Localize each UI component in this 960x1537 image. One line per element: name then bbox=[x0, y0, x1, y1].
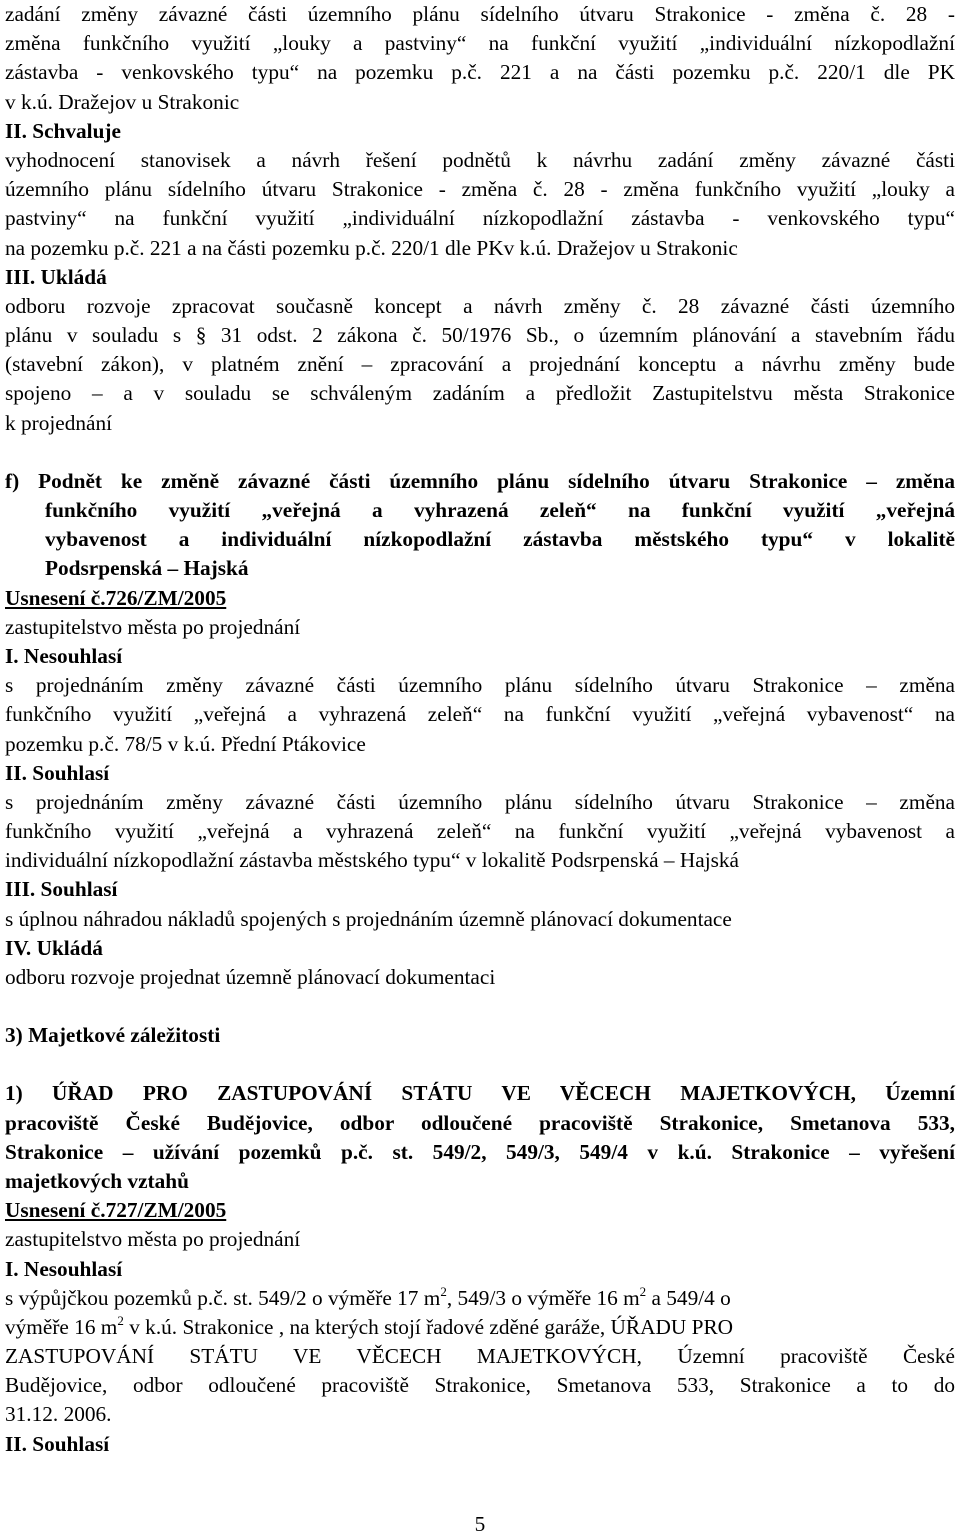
text-line: s projednáním změny závazné části územního plánu sídelního útvaru Strakonice – změna bbox=[5, 789, 955, 814]
text-line: odboru rozvoje zpracovat současně koncept a návrh změny č. 28 závazné části územního bbox=[5, 293, 955, 318]
chapter-heading: 3) Majetkové záležitosti bbox=[5, 1023, 221, 1048]
text-line bbox=[5, 1313, 955, 1342]
section-heading: I. Nesouhlasí bbox=[5, 1256, 123, 1281]
resolution-number: Usnesení č.727/ZM/2005 bbox=[5, 1198, 227, 1223]
text-fragment: výměře 16 m bbox=[5, 1314, 118, 1339]
agenda-item-title: vybavenost a individuální nízkopodlažní zástavba městského typu“ v lokalitě bbox=[45, 527, 955, 552]
text-line: územního plánu sídelního útvaru Strakonice - změna č. 28 - změna funkčního využití „louky a bbox=[5, 177, 955, 202]
agenda-item-title: f) Podnět ke změně závazné části územního plánu sídelního útvaru Strakonice – změna bbox=[5, 468, 955, 493]
agenda-item-title: 1) ÚŘAD PRO ZASTUPOVÁNÍ STÁTU VE VĚCECH MAJETKOVÝCH, Územní bbox=[5, 1081, 955, 1106]
agenda-item-title: Podsrpenská – Hajská bbox=[45, 556, 249, 581]
section-heading: II. Schvaluje bbox=[5, 118, 121, 143]
document-page bbox=[5, 0, 955, 1459]
text-line: spojeno – a v souladu se schváleným zadáním a předložit Zastupitelstvu města Strakonice bbox=[5, 381, 955, 406]
section-heading: I. Nesouhlasí bbox=[5, 643, 123, 668]
agenda-item-title: pracoviště České Budějovice, odbor odloučené pracoviště Strakonice, Smetanova 533, bbox=[5, 1110, 955, 1135]
text-line: změna funkčního využití „louky a pastviny“ na funkční využití „individuální nízkopodlažní bbox=[5, 31, 955, 56]
section-heading: III. Souhlasí bbox=[5, 877, 118, 902]
section-heading: II. Souhlasí bbox=[5, 760, 110, 785]
text-line: Budějovice, odbor odloučené pracoviště Strakonice, Smetanova 533, Strakonice a to do bbox=[5, 1373, 955, 1398]
superscript: 2 bbox=[440, 1283, 447, 1299]
text-line bbox=[5, 1284, 955, 1313]
text-fragment: s výpůjčkou pozemků p.č. st. 549/2 o výměře 17 m bbox=[5, 1285, 441, 1310]
resolution-number: Usnesení č.726/ZM/2005 bbox=[5, 585, 227, 610]
section-heading: IV. Ukládá bbox=[5, 935, 103, 960]
text-fragment: v k.ú. Strakonice , na kterých stojí řadové zděné garáže, ÚŘADU PRO bbox=[123, 1314, 734, 1339]
section-heading: II. Souhlasí bbox=[5, 1431, 110, 1456]
text-line: pastviny“ na funkční využití „individuální nízkopodlažní zástavba - venkovského typu“ bbox=[5, 206, 955, 231]
text-line: s úplnou náhradou nákladů spojených s projednáním územně plánovací dokumentace bbox=[5, 906, 732, 931]
text-line: zadání změny závazné části územního plánu sídelního útvaru Strakonice - změna č. 28 - bbox=[5, 2, 955, 26]
text-line: (stavební zákon), v platném znění – zpracování a projednání konceptu a návrhu změny bude bbox=[5, 352, 955, 377]
text-line: k projednání bbox=[5, 410, 113, 435]
council-line: zastupitelstvo města po projednání bbox=[5, 1227, 301, 1252]
text-line: vyhodnocení stanovisek a návrh řešení podnětů k návrhu zadání změny závazné části bbox=[5, 147, 955, 172]
text-line: odboru rozvoje projednat územně plánovací dokumentaci bbox=[5, 965, 496, 989]
text-line: pozemku p.č. 78/5 v k.ú. Přední Ptákovice bbox=[5, 731, 366, 756]
agenda-item-title: Strakonice – užívání pozemků p.č. st. 549/2, 549/3, 549/4 v k.ú. Strakonice – vyřešení bbox=[5, 1139, 955, 1164]
text-line: 31.12. 2006. bbox=[5, 1402, 112, 1427]
text-line: individuální nízkopodlažní zástavba městského typu“ v lokalitě Podsrpenská – Hajská bbox=[5, 848, 739, 873]
agenda-item-title: funkčního využití „veřejná a vyhrazená zeleň“ na funkční využití „veřejná bbox=[45, 498, 955, 522]
text-line: funkčního využití „veřejná a vyhrazená zeleň“ na funkční využití „veřejná vybavenost a bbox=[5, 819, 955, 844]
text-line: plánu v souladu s § 31 odst. 2 zákona č. 50/1976 Sb., o územním plánování a stavebním řádu bbox=[5, 323, 955, 348]
text-line: na pozemku p.č. 221 a na části pozemku p.č. 220/1 dle PKv k.ú. Dražejov u Strakonic bbox=[5, 235, 738, 260]
agenda-item-title: majetkových vztahů bbox=[5, 1168, 189, 1193]
text-line: funkčního využití „veřejná a vyhrazená zeleň“ na funkční využití „veřejná vybavenost“ na bbox=[5, 702, 955, 727]
superscript: 2 bbox=[639, 1283, 647, 1299]
text-line: ZASTUPOVÁNÍ STÁTU VE VĚCECH MAJETKOVÝCH, Územní pracoviště České bbox=[5, 1344, 955, 1369]
council-line: zastupitelstvo města po projednání bbox=[5, 614, 301, 639]
section-heading: III. Ukládá bbox=[5, 264, 107, 289]
text-line: v k.ú. Dražejov u Strakonic bbox=[5, 89, 240, 114]
text-line: s projednáním změny závazné části územního plánu sídelního útvaru Strakonice – změna bbox=[5, 673, 955, 698]
text-fragment: , 549/3 o výměře 16 m bbox=[446, 1285, 640, 1310]
page-number: 5 bbox=[474, 1512, 486, 1536]
superscript: 2 bbox=[117, 1312, 124, 1328]
text-line: zástavba - venkovského typu“ na pozemku p.č. 221 a na části pozemku p.č. 220/1 dle PK bbox=[5, 60, 955, 85]
text-fragment: a 549/4 o bbox=[646, 1285, 731, 1310]
